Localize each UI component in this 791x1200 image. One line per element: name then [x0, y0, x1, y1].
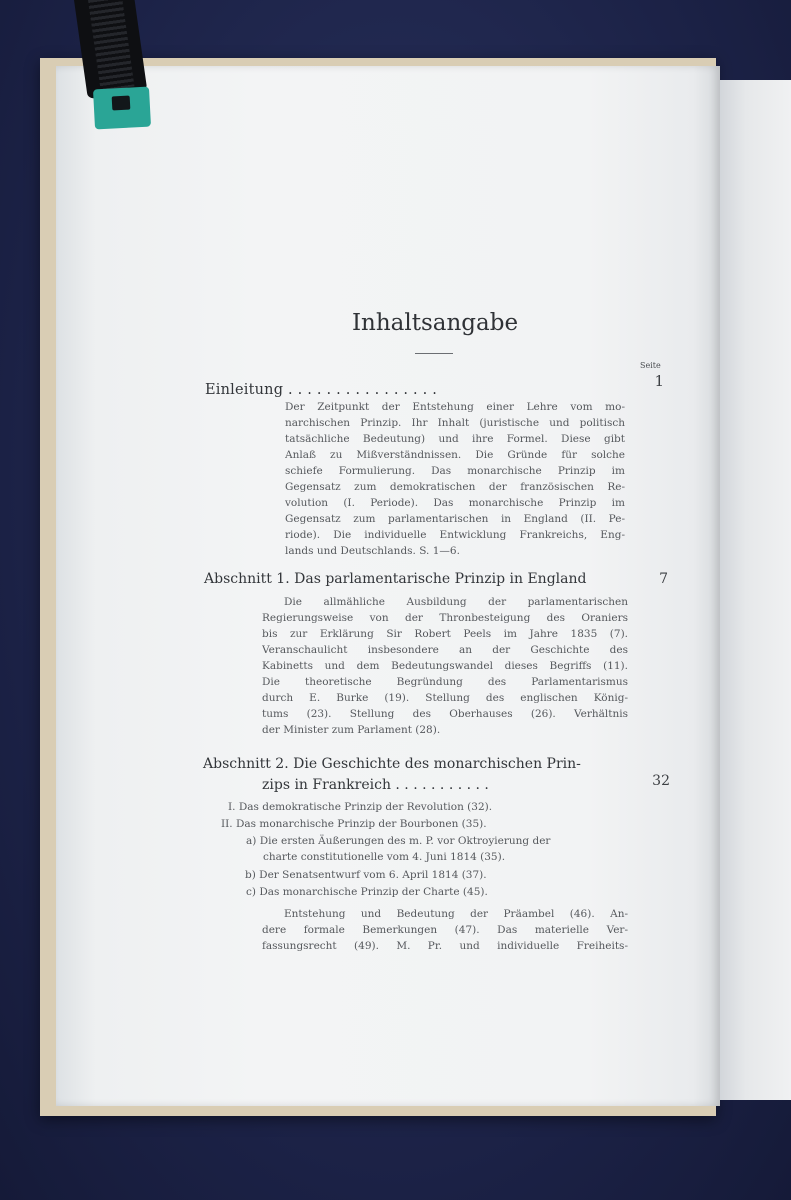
toc-subentry: b) Der Senatsentwurf vom 6. April 1814 (37).: [245, 869, 487, 881]
toc-entry-heading: Abschnitt 1. Das parlamentarische Prinzip in England: [204, 571, 587, 587]
facing-page-edge: [716, 80, 791, 1100]
description-line: fassungsrecht (49). M. Pr. und individuelle Freiheits-: [262, 940, 628, 952]
binder-clip-notch: [112, 96, 131, 111]
description-line: Entstehung und Bedeutung der Präambel (46). An-: [284, 908, 628, 920]
description-line: Veranschaulicht insbesondere an der Geschichte des: [262, 644, 628, 656]
toc-entry-heading: Einleitung . . . . . . . . . . . . . . . .: [205, 382, 438, 398]
description-line: durch E. Burke (19). Stellung des englischen König-: [262, 692, 628, 704]
description-line: Der Zeitpunkt der Entstehung einer Lehre vom mo-: [285, 401, 625, 413]
toc-entry-page: 32: [652, 773, 670, 789]
toc-subentry: charte constitutionelle vom 4. Juni 1814 (35).: [263, 851, 506, 863]
toc-entry-page: 1: [654, 372, 664, 390]
description-line: riode). Die individuelle Entwicklung Frankreichs, Eng-: [285, 529, 625, 541]
toc-entry-heading: Abschnitt 2. Die Geschichte des monarchischen Prin-: [203, 756, 581, 772]
description-line: tatsächliche Bedeutung) und ihre Formel. Diese gibt: [285, 433, 625, 445]
description-line: Regierungsweise von der Thronbesteigung des Oraniers: [262, 612, 628, 624]
description-line: lands und Deutschlands. S. 1—6.: [285, 545, 460, 557]
description-line: dere formale Bemerkungen (47). Das materielle Ver-: [262, 924, 628, 936]
toc-entry-description: [262, 594, 628, 738]
description-line: der Minister zum Parlament (28).: [262, 724, 441, 736]
toc-subentry: II. Das monarchische Prinzip der Bourbonen (35).: [221, 818, 487, 830]
description-line: Die allmähliche Ausbildung der parlamentarischen: [284, 596, 628, 608]
toc-subentry: a) Die ersten Äußerungen des m. P. vor Oktroyierung der: [246, 835, 551, 847]
description-line: bis zur Erklärung Sir Robert Peels im Jahre 1835 (7).: [262, 628, 628, 640]
toc-subentry: I. Das demokratische Prinzip der Revolution (32).: [228, 801, 493, 813]
toc-subentry: c) Das monarchische Prinzip der Charte (45).: [246, 886, 488, 898]
description-line: Kabinetts und dem Bedeutungswandel dieses Begriffs (11).: [262, 660, 628, 672]
title-divider: [415, 353, 453, 354]
description-line: narchischen Prinzip. Ihr Inhalt (juristische und politisch: [285, 417, 625, 429]
description-line: tums (23). Stellung des Oberhauses (26). Verhältnis: [262, 708, 628, 720]
description-line: Anlaß zu Mißverständnissen. Die Gründe für solche: [285, 449, 625, 461]
description-line: Gegensatz zum demokratischen der französischen Re-: [285, 481, 625, 493]
toc-entry-page: 7: [659, 571, 668, 587]
description-line: Die theoretische Begründung des Parlamentarismus: [262, 676, 628, 688]
description-line: Gegensatz zum parlamentarischen in England (II. Pe-: [285, 513, 625, 525]
toc-entry-description: [262, 906, 628, 954]
toc-entry-description: [285, 399, 625, 559]
page-title: Inhaltsangabe: [351, 310, 519, 336]
page-column-label: Seite: [640, 361, 661, 370]
description-line: volution (I. Periode). Das monarchische Prinzip im: [285, 497, 625, 509]
description-line: schiefe Formulierung. Das monarchische Prinzip im: [285, 465, 625, 477]
toc-entry-heading-continuation: zips in Frankreich . . . . . . . . . . .: [262, 777, 489, 793]
